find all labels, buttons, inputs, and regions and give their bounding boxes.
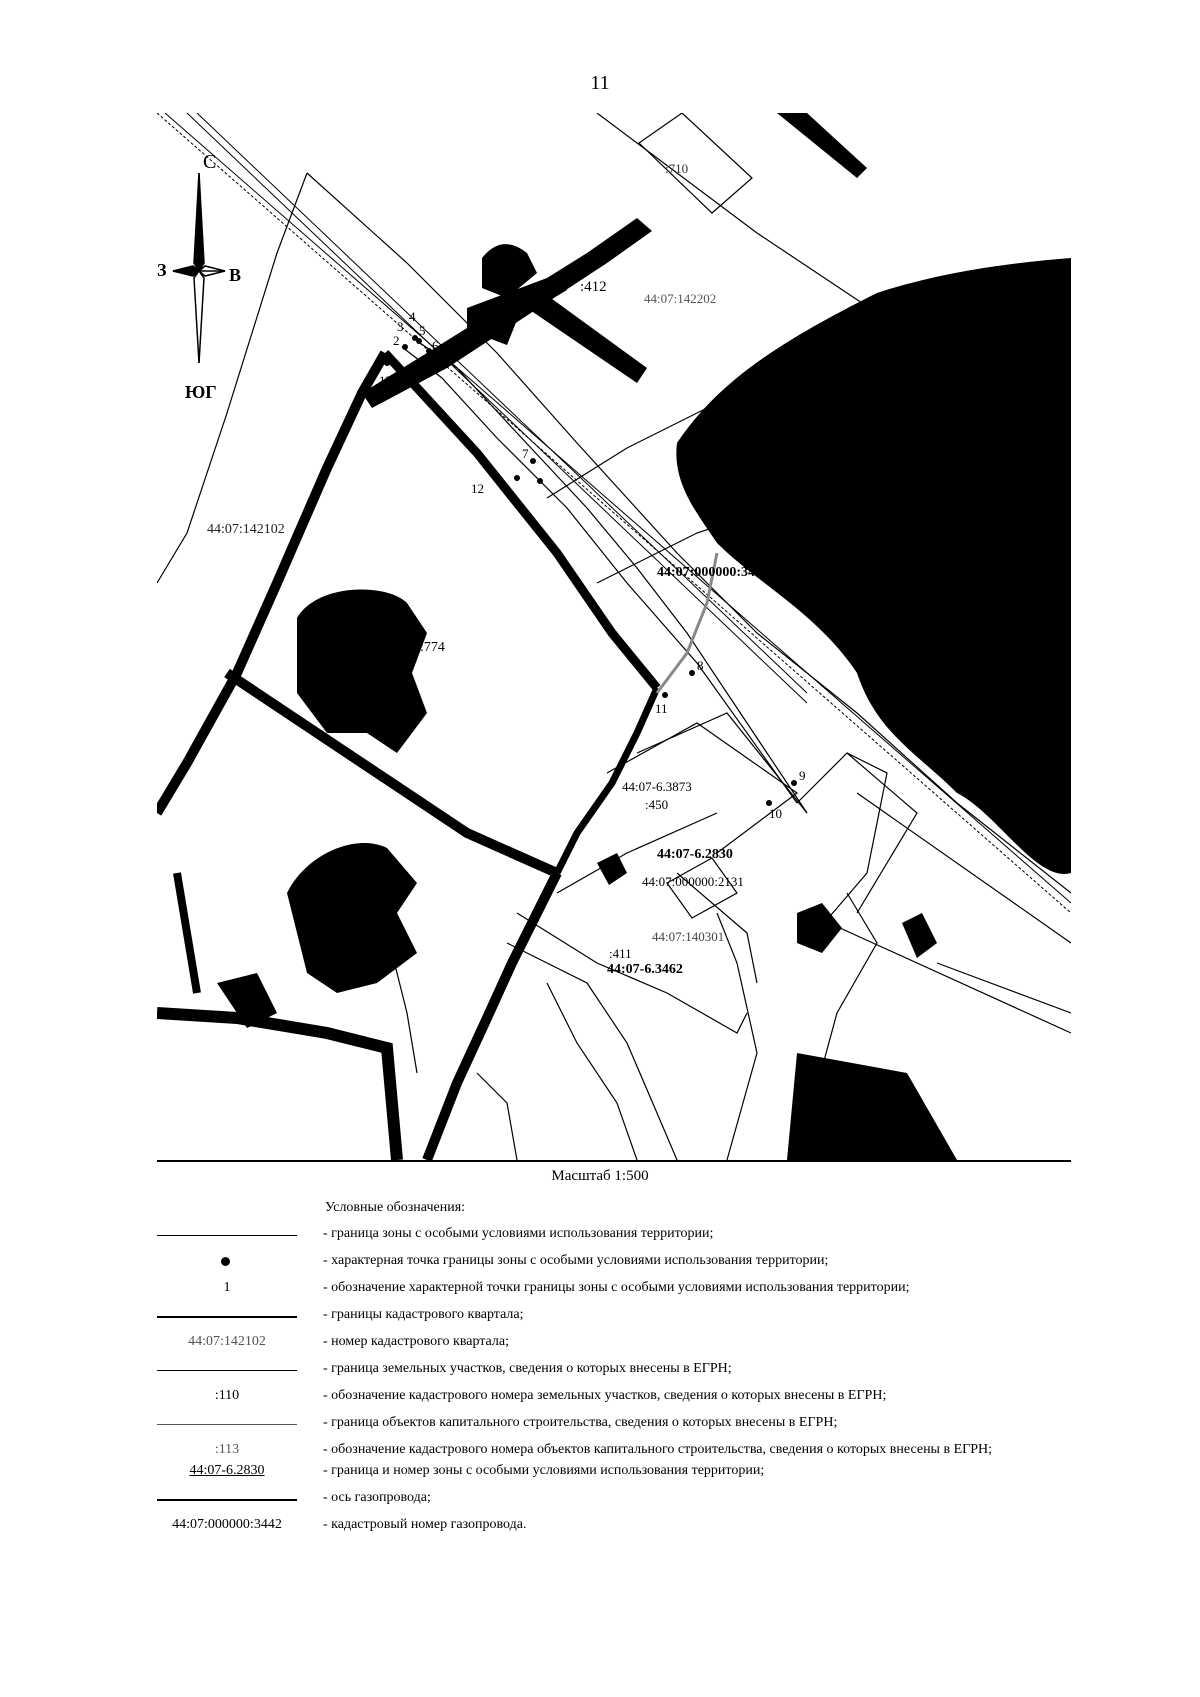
legend-desc: - обозначение кадастрового номера объектов капитального строительства, сведения о которых внесены в ЕГРН; [323, 1442, 993, 1457]
legend-symbol-parcel-line [157, 1370, 297, 1371]
legend-symbol-text: 44:07-6.2830 [189, 1463, 265, 1478]
point-label-8: 8 [697, 658, 704, 673]
legend-row-quarter-boundary [157, 1303, 1097, 1330]
legend-desc: - характерная точка границы зоны с особыми условиями использования территории; [323, 1253, 829, 1268]
label-parcel-710: :710 [665, 161, 689, 176]
legend-symbol-text: 44:07:000000:3442 [172, 1517, 282, 1532]
label-parcel-411: :411 [609, 946, 632, 961]
legend-symbol-point-dot [221, 1257, 230, 1266]
compass-north: С [203, 151, 217, 173]
map-scale: Масштаб 1:500 [551, 1168, 649, 1184]
label-quarter-140301: 44:07:140301 [652, 929, 725, 944]
legend-title: Условные обозначения: [325, 1200, 466, 1215]
point-label-9: 9 [799, 768, 806, 783]
label-parcel-774: :774 [420, 640, 445, 655]
legend-symbol-text: :113 [214, 1442, 240, 1457]
compass-east: В [229, 265, 242, 285]
legend-row-pipeline-number [157, 1513, 1097, 1540]
page-number: 11 [590, 72, 610, 94]
legend-row-pipeline-axis [157, 1486, 1097, 1513]
legend-symbol-zone-line [157, 1235, 297, 1236]
legend-symbol-text: 44:07:142102 [188, 1334, 266, 1349]
legend-desc: - граница земельных участков, сведения о которых внесены в ЕГРН; [323, 1361, 732, 1376]
legend-row-point [157, 1249, 1097, 1276]
compass-west: З [157, 260, 167, 280]
legend-desc: - граница и номер зоны с особыми условиями использования территории; [323, 1463, 765, 1478]
label-zone-2830: 44:07-6.2830 [657, 847, 733, 862]
legend-desc: - номер кадастрового квартала; [323, 1334, 509, 1349]
map-frame [157, 113, 1071, 1160]
legend-desc: - обозначение характерной точки границы зоны с особыми условиями использования территории; [323, 1280, 910, 1295]
label-quarter-142102: 44:07:142102 [207, 522, 285, 537]
legend-row-point-label [157, 1276, 1097, 1303]
legend-desc: - граница объектов капитального строительства, сведения о которых внесены в ЕГРН; [323, 1415, 838, 1430]
point-label-5: 5 [419, 323, 426, 338]
legend-row-zone-boundary [157, 1222, 1097, 1249]
label-zone-3462: 44:07-6.3462 [607, 962, 683, 977]
label-parcel-450: :450 [645, 797, 669, 812]
point-label-12: 12 [471, 481, 484, 496]
legend-desc: - ось газопровода; [323, 1490, 431, 1505]
point-label-10: 10 [769, 806, 782, 821]
legend-symbol-text: :110 [214, 1388, 240, 1403]
compass-rose [173, 173, 225, 363]
label-gas-pipeline: 44:07:000000:3442 [657, 565, 769, 580]
legend-row-zone-number [157, 1459, 1097, 1486]
label-zone-3873: 44:07-6.3873 [622, 779, 692, 794]
legend-symbol-pipeline-line [157, 1499, 297, 1501]
point-label-7: 7 [522, 446, 529, 461]
legend-symbol-building-line [157, 1424, 297, 1425]
compass-south: ЮГ [185, 382, 217, 402]
label-cadastral-2131: 44:07:000000:2131 [642, 874, 744, 889]
label-parcel-412: :412 [580, 279, 607, 295]
legend-symbol-text: 1 [223, 1280, 231, 1295]
map-canvas [157, 113, 1071, 1160]
point-label-6: 6 [432, 338, 439, 353]
point-label-4: 4 [409, 309, 416, 324]
map-bottom-border [157, 1160, 1071, 1162]
point-label-11: 11 [655, 701, 668, 716]
legend-desc: - кадастровый номер газопровода. [323, 1517, 527, 1532]
legend-desc: - граница зоны с особыми условиями использования территории; [323, 1226, 714, 1241]
legend-row-parcel-boundary [157, 1357, 1097, 1384]
point-label-3: 3 [397, 319, 404, 334]
point-label-13: 13 [379, 373, 392, 388]
legend-desc: - границы кадастрового квартала; [323, 1307, 524, 1322]
legend-row-building-boundary [157, 1411, 1097, 1438]
label-quarter-142202: 44:07:142202 [644, 291, 717, 306]
legend-desc: - обозначение кадастрового номера земельных участков, сведения о которых внесены в ЕГРН; [323, 1388, 887, 1403]
point-label-2: 2 [393, 333, 400, 348]
legend-row-parcel-number [157, 1384, 1097, 1411]
legend-symbol-quarter-line [157, 1316, 297, 1318]
legend-row-quarter-number [157, 1330, 1097, 1357]
